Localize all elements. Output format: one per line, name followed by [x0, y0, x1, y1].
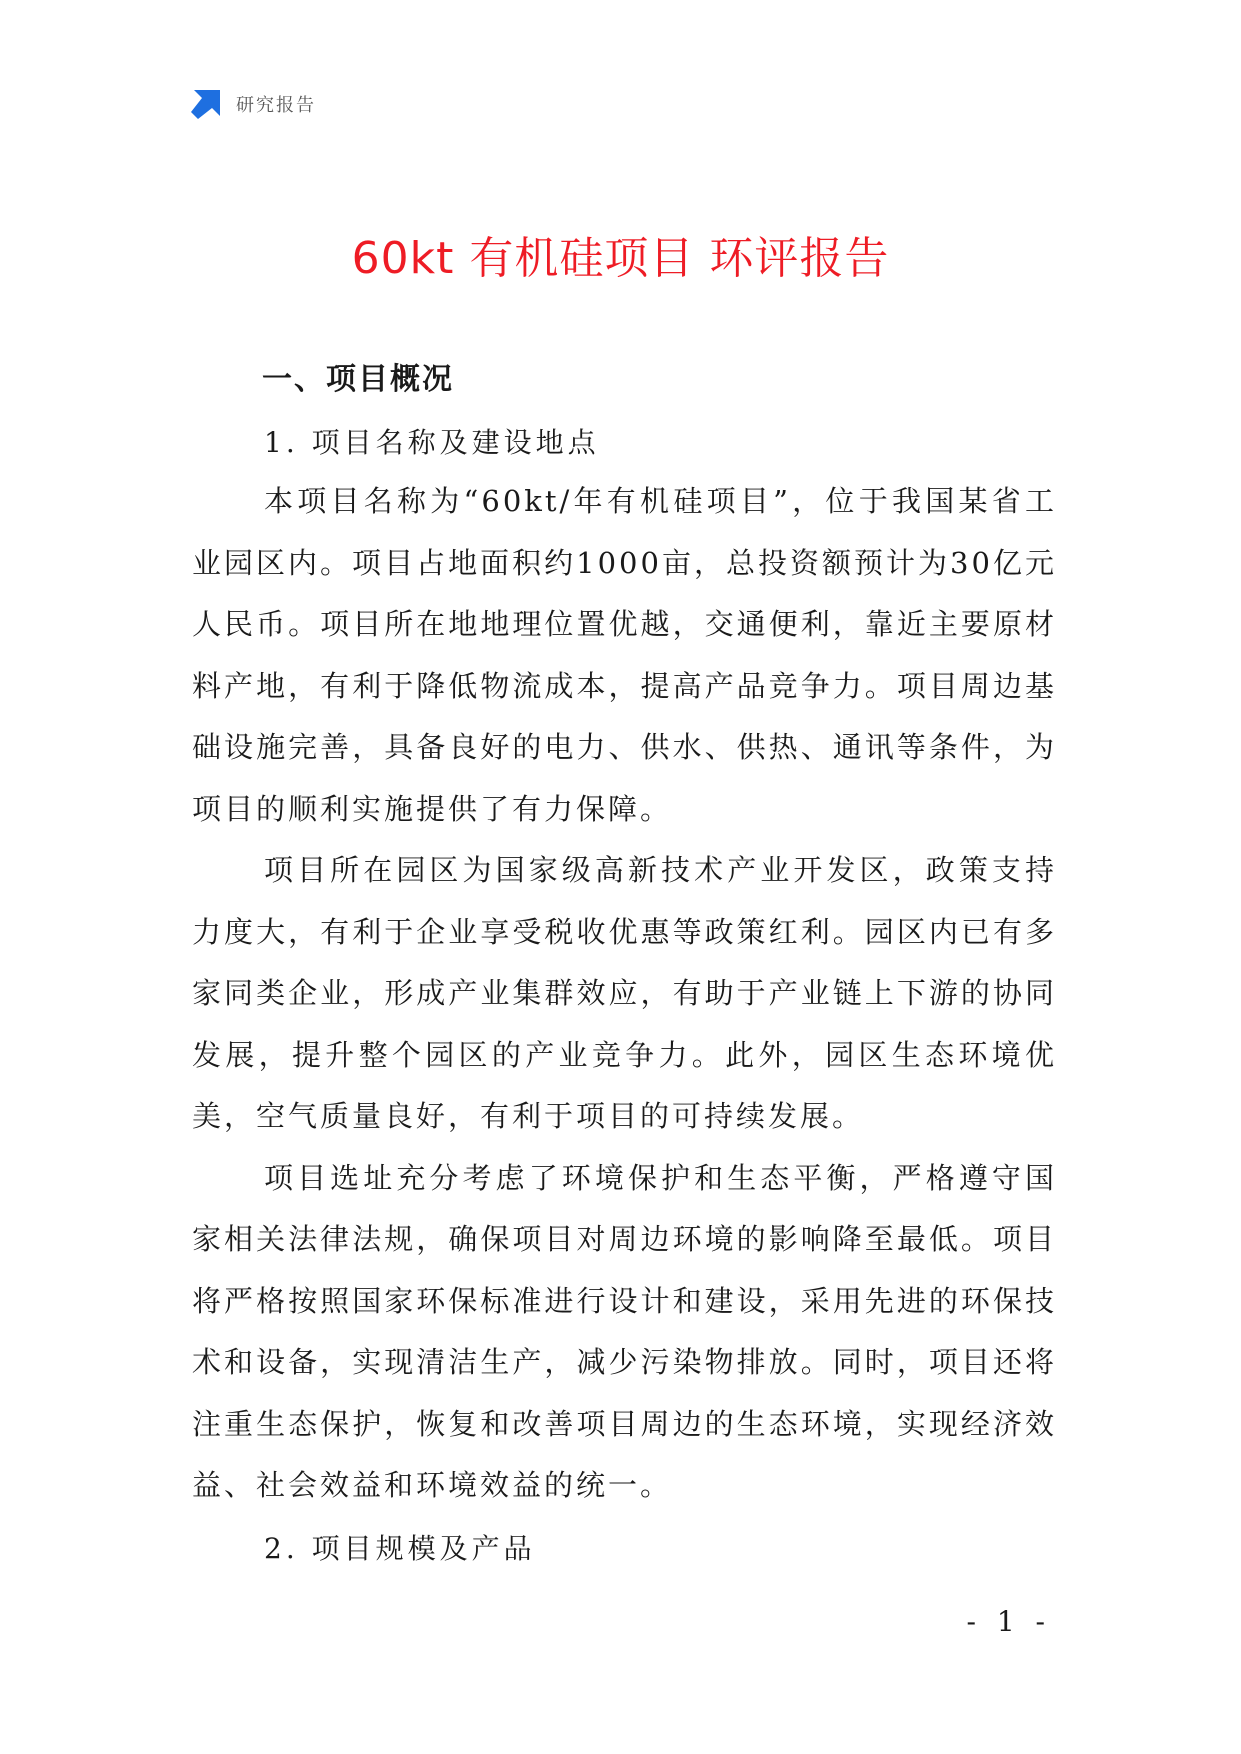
page-header: [190, 88, 316, 120]
document-title: 60kt 有机硅项目 环评报告: [351, 233, 890, 284]
paragraph-park: 项目所在园区为国家级高新技术产业开发区，政策支持力度大，有利于企业享受税收优惠等政策红利。园区内已有多家同类企业，形成产业集群效应，有助于产业链上下游的协同发展，提升整个园区的产业竞争力。此外，园区生态环境优美，空气质量良好，有利于项目的可持续发展。: [192, 853, 1057, 1133]
arrow-up-right-icon: [190, 88, 222, 120]
section-heading: 一、项目概况: [262, 362, 454, 397]
document-body: [192, 355, 1057, 1577]
paragraph-site-selection: 项目选址充分考虑了环境保护和生态平衡，严格遵守国家相关法律法规，确保项目对周边环境的影响降至最低。项目将严格按照国家环保标准进行设计和建设，采用先进的环保技术和设备，实现清洁生产，减少污染物排放。同时，项目还将注重生态保护，恢复和改善项目周边的生态环境，实现经济效益、社会效益和环境效益的统一。: [192, 1160, 1057, 1502]
header-label: 研究报告: [236, 95, 316, 116]
paragraph-project-name: 本项目名称为“60kt/年有机硅项目”，位于我国某省工业园区内。项目占地面积约1000亩，总投资额预计为30亿元人民币。项目所在地地理位置优越，交通便利，靠近主要原材料产地，有利于降低物流成本，提高产品竞争力。项目周边基础设施完善，具备良好的电力、供水、供热、通讯等条件，为项目的顺利实施提供了有力保障。: [192, 484, 1057, 826]
sub-heading-scale: 2. 项目规模及产品: [264, 1531, 536, 1565]
sub-heading-location: 1. 项目名称及建设地点: [264, 426, 600, 459]
page-number: - 1 -: [966, 1605, 1051, 1638]
